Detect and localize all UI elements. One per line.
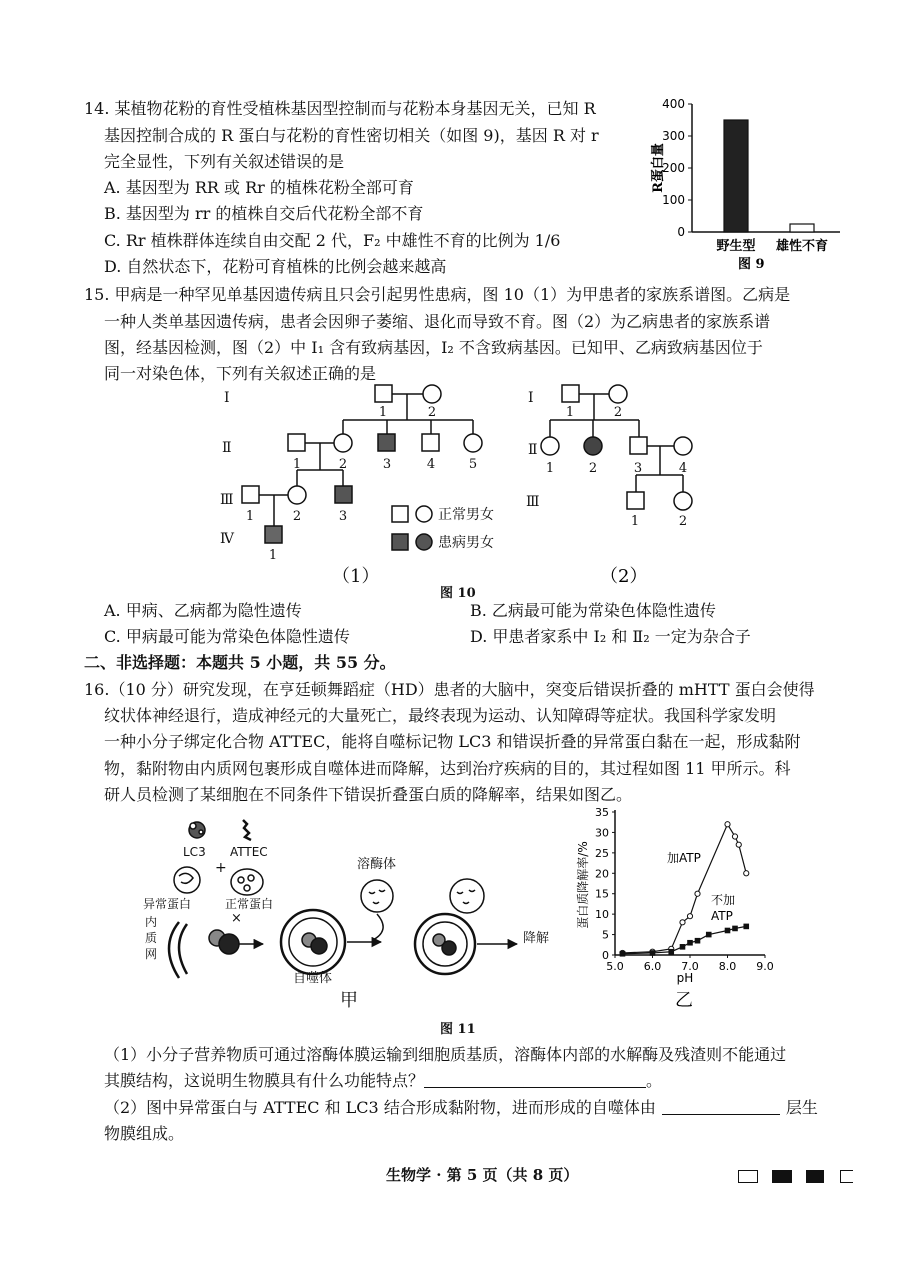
- q15-option-b: B. 乙病最可能为常染色体隐性遗传: [470, 601, 716, 620]
- mark-filled-square: [772, 1170, 792, 1183]
- ped1-num: 3: [338, 509, 348, 524]
- ped1-II4-normal-male: [422, 434, 439, 451]
- y-tick-label: 35: [595, 806, 609, 819]
- abnormal-protein-label: 异常蛋白: [143, 897, 192, 911]
- attec-icon: [243, 820, 251, 840]
- data-point: [706, 932, 712, 938]
- ped1-II5-normal-female: [464, 434, 482, 452]
- figure-11-caption: 图 11: [440, 1022, 476, 1037]
- ped1-II1-normal-male: [288, 434, 305, 451]
- q16-line2: 纹状体神经退行，造成神经元的大量死亡，最终表现为运动、认知障碍等症状。我国科学家发明: [104, 706, 777, 725]
- q16-line1: 16.（10 分）研究发现，在亨廷顿舞蹈症（HD）患者的大脑中，突变后错误折叠的 mHTT 蛋白会使得: [84, 680, 815, 699]
- x-tick-label: 5.0: [606, 960, 624, 973]
- y-axis-label: R蛋白量: [651, 143, 666, 193]
- autophagosome-icon: [281, 910, 345, 974]
- y-tick-label: 15: [595, 887, 609, 901]
- ped2-num: 1: [630, 514, 640, 529]
- answer-blank-1[interactable]: [424, 1069, 646, 1088]
- bar-1: [790, 224, 814, 232]
- data-point: [743, 924, 749, 930]
- ped2-num: 2: [678, 514, 688, 529]
- q15-line1: 15. 甲病是一种罕见单基因遗传病且只会引起男性患病，图 10（1）为甲患者的家族系谱图。乙病是: [84, 285, 791, 304]
- q16-sub2-line1: [104, 1095, 818, 1121]
- ped2-I1-normal-male: [562, 385, 579, 402]
- q16-line4: 物，黏附物由内质网包裹形成自噬体进而降解，达到治疗疾病的目的，其过程如图 11 甲所示。科: [104, 759, 791, 778]
- ped2-III1-normal-male: [627, 492, 644, 509]
- y-tick-label: 400: [662, 97, 685, 111]
- legend-normal-male: [392, 506, 408, 522]
- figure-9-caption: 图 9: [738, 257, 765, 272]
- section-heading: 二、非选择题：本题共 5 小题，共 55 分。: [84, 653, 396, 672]
- q16-sub2-line2: 物膜组成。: [104, 1124, 185, 1143]
- diagram-sublabel: 甲: [340, 990, 358, 1011]
- lysosome-icon: [361, 880, 393, 912]
- data-point: [695, 891, 700, 896]
- data-point: [680, 944, 686, 950]
- pedigree-1-sublabel: （1）: [332, 566, 380, 587]
- ped1-III3-affected-male: [335, 486, 352, 503]
- data-point: [725, 928, 731, 934]
- ped2-num: 2: [588, 461, 598, 476]
- attec-label: ATTEC: [230, 845, 268, 859]
- ped1-num: 3: [382, 457, 392, 472]
- ped1-IV1-affected-male: [265, 526, 282, 543]
- ped1-II2-normal-female: [334, 434, 352, 452]
- ped1-num: 1: [378, 405, 388, 420]
- x-tick-label: 7.0: [681, 960, 699, 973]
- autophagosome-label: 自噬体: [293, 971, 333, 986]
- y-tick-label: 300: [662, 129, 685, 143]
- legend-affected-female: [416, 534, 432, 550]
- generation-label-1: Ⅰ: [528, 390, 534, 406]
- ped1-III2-normal-female: [288, 486, 306, 504]
- x-tick-label: 6.0: [643, 960, 662, 973]
- y-tick-label: 200: [662, 161, 685, 175]
- y-tick-label: 0: [677, 225, 685, 239]
- abnormal-protein-icon: [174, 867, 200, 893]
- er-membrane: [169, 922, 179, 978]
- period: 。: [646, 1071, 663, 1090]
- series-label-without-atp-1: 不加: [711, 893, 736, 907]
- ped1-num: 5: [468, 457, 478, 472]
- generation-label-2: Ⅱ: [528, 442, 538, 458]
- generation-label-3: Ⅲ: [220, 492, 234, 508]
- generation-label-2: Ⅱ: [222, 440, 232, 456]
- bar-0: [724, 120, 748, 232]
- category-label: 野生型: [716, 239, 756, 254]
- data-point: [732, 926, 738, 932]
- generation-label-3: Ⅲ: [526, 494, 540, 510]
- ped1-III1-normal-male: [242, 486, 259, 503]
- q14-option-c: C. Rr 植株群体连续自由交配 2 代，F₂ 中雄性不育的比例为 1/6: [104, 231, 561, 250]
- y-tick-label: 5: [602, 928, 609, 942]
- lc3-label: LC3: [183, 845, 206, 859]
- q15-option-c: C. 甲病最可能为常染色体隐性遗传: [104, 627, 350, 646]
- er-label-3: 网: [145, 947, 158, 961]
- ped1-num: 2: [338, 457, 348, 472]
- y-tick-label: 100: [662, 193, 685, 207]
- degrade-label: 降解: [523, 931, 550, 946]
- q14-option-d: D. 自然状态下，花粉可育植株的比例会越来越高: [104, 257, 447, 276]
- category-label: 雄性不育: [775, 239, 829, 254]
- ped2-num: 1: [565, 405, 575, 420]
- data-point: [680, 920, 685, 925]
- ped2-I2-normal-female: [609, 385, 627, 403]
- figure-10-caption: 图 10: [440, 586, 476, 601]
- legend-normal-female: [416, 506, 432, 522]
- pedigree-2: [520, 382, 720, 592]
- figure-11-process-diagram: [135, 810, 565, 1015]
- q16-sub1-question: 其膜结构，这说明生物膜具有什么功能特点？: [104, 1071, 425, 1090]
- ped2-III2-normal-female: [674, 492, 692, 510]
- x-tick-label: 9.0: [756, 960, 774, 973]
- series-label-without-atp-2: ATP: [711, 909, 733, 923]
- q16-line5: 研人员检测了某细胞在不同条件下错误折叠蛋白质的降解率，结果如图乙。: [104, 785, 633, 804]
- ped1-num: 1: [292, 457, 302, 472]
- ped2-num: 4: [678, 461, 688, 476]
- normal-protein-label: 正常蛋白: [225, 897, 274, 911]
- mark-bracket: [840, 1170, 853, 1183]
- normal-protein-icon: [231, 869, 263, 895]
- ped1-I2-normal-female: [423, 385, 441, 403]
- y-tick-label: 10: [595, 908, 609, 922]
- q14-option-a: A. 基因型为 RR 或 Rr 的植株花粉全部可育: [104, 178, 414, 197]
- ped2-II1-normal-female: [541, 437, 559, 455]
- y-tick-label: 20: [595, 867, 609, 881]
- fused-autolysosome-icon: [415, 879, 484, 974]
- series-label-with-atp: 加ATP: [667, 851, 701, 865]
- x-tick-label: 8.0: [718, 960, 737, 973]
- q16-sub2-tail: 层生: [785, 1098, 818, 1117]
- legend-normal-label: 正常男女: [438, 507, 494, 523]
- ped1-II3-affected-male: [378, 434, 395, 451]
- generation-label-1: Ⅰ: [224, 390, 230, 406]
- y-axis-label: 蛋白质降解率/%: [576, 841, 590, 929]
- ped2-II2-affected-female: [584, 437, 602, 455]
- legend-affected-label: 患病男女: [438, 535, 494, 551]
- adhesion-complex-icon: [209, 930, 239, 954]
- q14-option-b: B. 基因型为 rr 的植株自交后代花粉全部不育: [104, 204, 424, 223]
- data-point: [695, 938, 701, 944]
- q14-line3: 完全显性，下列有关叙述错误的是: [104, 152, 345, 171]
- ped2-num: 2: [613, 405, 623, 420]
- lysosome-label: 溶酶体: [357, 857, 397, 872]
- answer-blank-2[interactable]: [662, 1096, 780, 1115]
- q16-sub1-line1: （1）小分子营养物质可通过溶酶体膜运输到细胞质基质，溶酶体内部的水解酶及残渣则不能通过: [104, 1045, 787, 1064]
- q14-line2: 基因控制合成的 R 蛋白与花粉的育性密切相关（如图 9)，基因 R 对 r: [104, 126, 599, 145]
- data-point: [668, 949, 674, 955]
- ped1-num: 2: [292, 509, 302, 524]
- data-point: [732, 834, 737, 839]
- figure-11-line-chart: [565, 800, 785, 1015]
- ped1-num: 4: [426, 457, 436, 472]
- ped1-num: 1: [245, 509, 255, 524]
- page-footer: 生物学 · 第 5 页（共 8 页）: [386, 1166, 579, 1184]
- er-label-1: 内: [145, 915, 158, 929]
- ped2-num: 1: [545, 461, 555, 476]
- pedigree-1: [210, 382, 540, 592]
- data-point: [687, 914, 692, 919]
- lc3-icon: [189, 822, 205, 838]
- y-tick-label: 0: [602, 949, 609, 962]
- q16-sub1-line2: [104, 1068, 662, 1094]
- q16-sub2-question: （2）图中异常蛋白与 ATTEC 和 LC3 结合形成黏附物，进而形成的自噬体由: [104, 1098, 656, 1117]
- q14-line1: 14. 某植物花粉的育性受植株基因型控制而与花粉本身基因无关，已知 R: [84, 99, 596, 118]
- data-point: [744, 871, 749, 876]
- q15-line3: 图，经基因检测，图（2）中 Ⅰ₁ 含有致病基因，Ⅰ₂ 不含致病基因。已知甲、乙病致病基因位于: [104, 338, 763, 357]
- data-point: [687, 940, 693, 946]
- cross-mark: ×: [231, 911, 242, 926]
- mark-filled-square: [806, 1170, 824, 1183]
- ped2-II4-normal-female: [674, 437, 692, 455]
- q15-option-a: A. 甲病、乙病都为隐性遗传: [104, 601, 302, 620]
- data-point: [620, 951, 626, 957]
- generation-label-4: Ⅳ: [220, 531, 234, 547]
- ped1-num: 1: [268, 548, 278, 563]
- ped1-I1-normal-male: [375, 385, 392, 402]
- figure-9-bar-chart: [640, 96, 850, 276]
- data-point: [650, 950, 656, 956]
- footer-marks: [738, 1168, 868, 1184]
- pedigree-2-sublabel: （2）: [600, 566, 648, 587]
- ped2-num: 3: [633, 461, 643, 476]
- ped2-II3-normal-male: [630, 437, 647, 454]
- mark-open-square: [738, 1170, 758, 1183]
- q15-line2: 一种人类单基因遗传病，患者会因卵子萎缩、退化而导致不育。图（2）为乙病患者的家族系谱: [104, 312, 771, 331]
- y-tick-label: 25: [595, 846, 609, 860]
- q16-line3: 一种小分子绑定化合物 ATTEC，能将自噬标记物 LC3 和错误折叠的异常蛋白黏在一起，形成黏附: [104, 732, 801, 751]
- x-axis-label: pH: [676, 971, 694, 985]
- chart-sublabel: 乙: [675, 990, 693, 1011]
- data-point: [736, 842, 741, 847]
- q15-option-d: D. 甲患者家系中 Ⅰ₂ 和 Ⅱ₂ 一定为杂合子: [470, 627, 751, 646]
- data-point: [725, 822, 730, 827]
- ped1-num: 2: [427, 405, 437, 420]
- plus-sign: +: [215, 860, 227, 876]
- er-label-2: 质: [145, 931, 158, 945]
- y-tick-label: 30: [595, 826, 609, 840]
- series-line-0: [623, 824, 747, 953]
- q15-line4: 同一对染色体，下列有关叙述正确的是: [104, 364, 377, 383]
- legend-affected-male: [392, 534, 408, 550]
